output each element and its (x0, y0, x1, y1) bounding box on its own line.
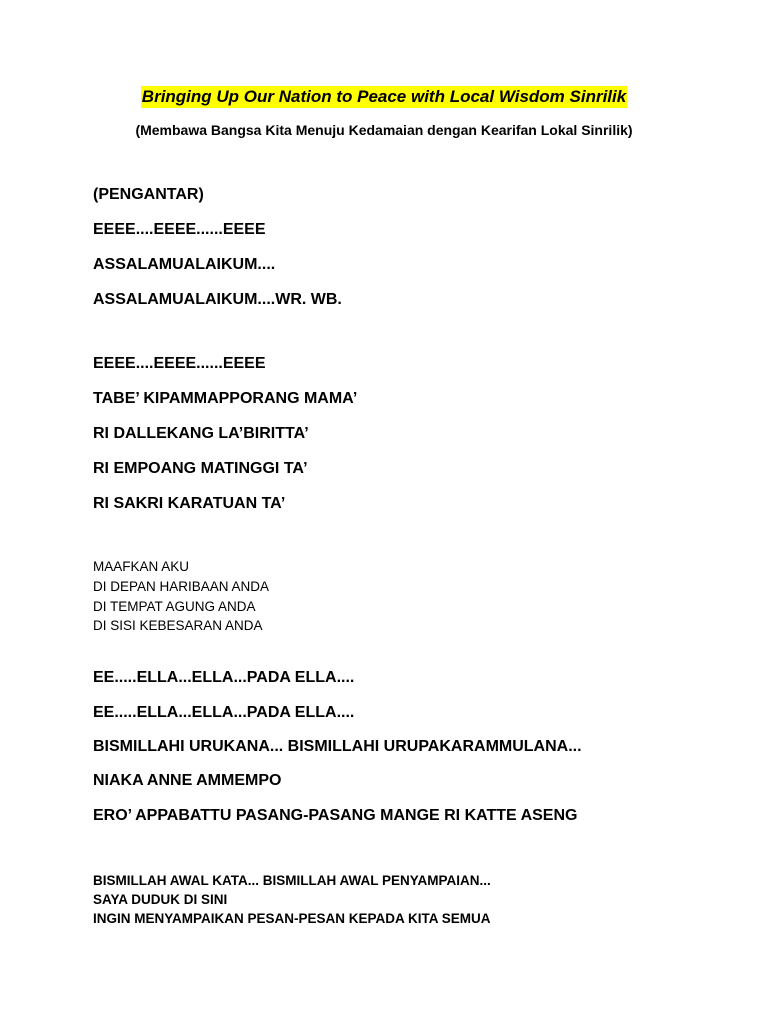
translation-line: DI DEPAN HARIBAAN ANDA (93, 579, 270, 594)
intro-line: ASSALAMUALAIKUM.... (93, 256, 276, 273)
translation-line: DI SISI KEBESARAN ANDA (93, 618, 263, 633)
translation-line: INGIN MENYAMPAIKAN PESAN-PESAN KEPADA KITA SEMUA (93, 911, 491, 926)
verse-line: EE.....ELLA...ELLA...PADA ELLA.... (93, 704, 355, 721)
intro-line: (PENGANTAR) (93, 186, 204, 203)
verse-line: RI SAKRI KARATUAN TA’ (93, 495, 286, 512)
verse-line: BISMILLAHI URUKANA... BISMILLAHI URUPAKARAMMULANA... (93, 738, 582, 755)
document-subtitle: (Membawa Bangsa Kita Menuju Kedamaian dengan Kearifan Lokal Sinrilik) (135, 122, 633, 138)
title-container (0, 86, 768, 108)
translation-line: SAYA DUDUK DI SINI (93, 892, 228, 907)
verse-line: EEEE....EEEE......EEEE (93, 355, 266, 372)
intro-line: EEEE....EEEE......EEEE (93, 221, 266, 238)
translation-line: MAAFKAN AKU (93, 559, 190, 574)
translation-line: DI TEMPAT AGUNG ANDA (93, 599, 256, 614)
intro-line: ASSALAMUALAIKUM....WR. WB. (93, 291, 342, 308)
verse-line: NIAKA ANNE AMMEMPO (93, 772, 282, 789)
document-title: Bringing Up Our Nation to Peace with Local Wisdom Sinrilik (141, 87, 627, 106)
verse-line: RI EMPOANG MATINGGI TA’ (93, 460, 308, 477)
verse-line: EE.....ELLA...ELLA...PADA ELLA.... (93, 669, 355, 686)
verse-line: TABE’ KIPAMMAPPORANG MAMA’ (93, 390, 358, 407)
verse-line: RI DALLEKANG LA’BIRITTA’ (93, 425, 309, 442)
verse-line: ERO’ APPABATTU PASANG-PASANG MANGE RI KATTE ASENG (93, 807, 578, 824)
translation-line: BISMILLAH AWAL KATA... BISMILLAH AWAL PENYAMPAIAN... (93, 873, 491, 888)
